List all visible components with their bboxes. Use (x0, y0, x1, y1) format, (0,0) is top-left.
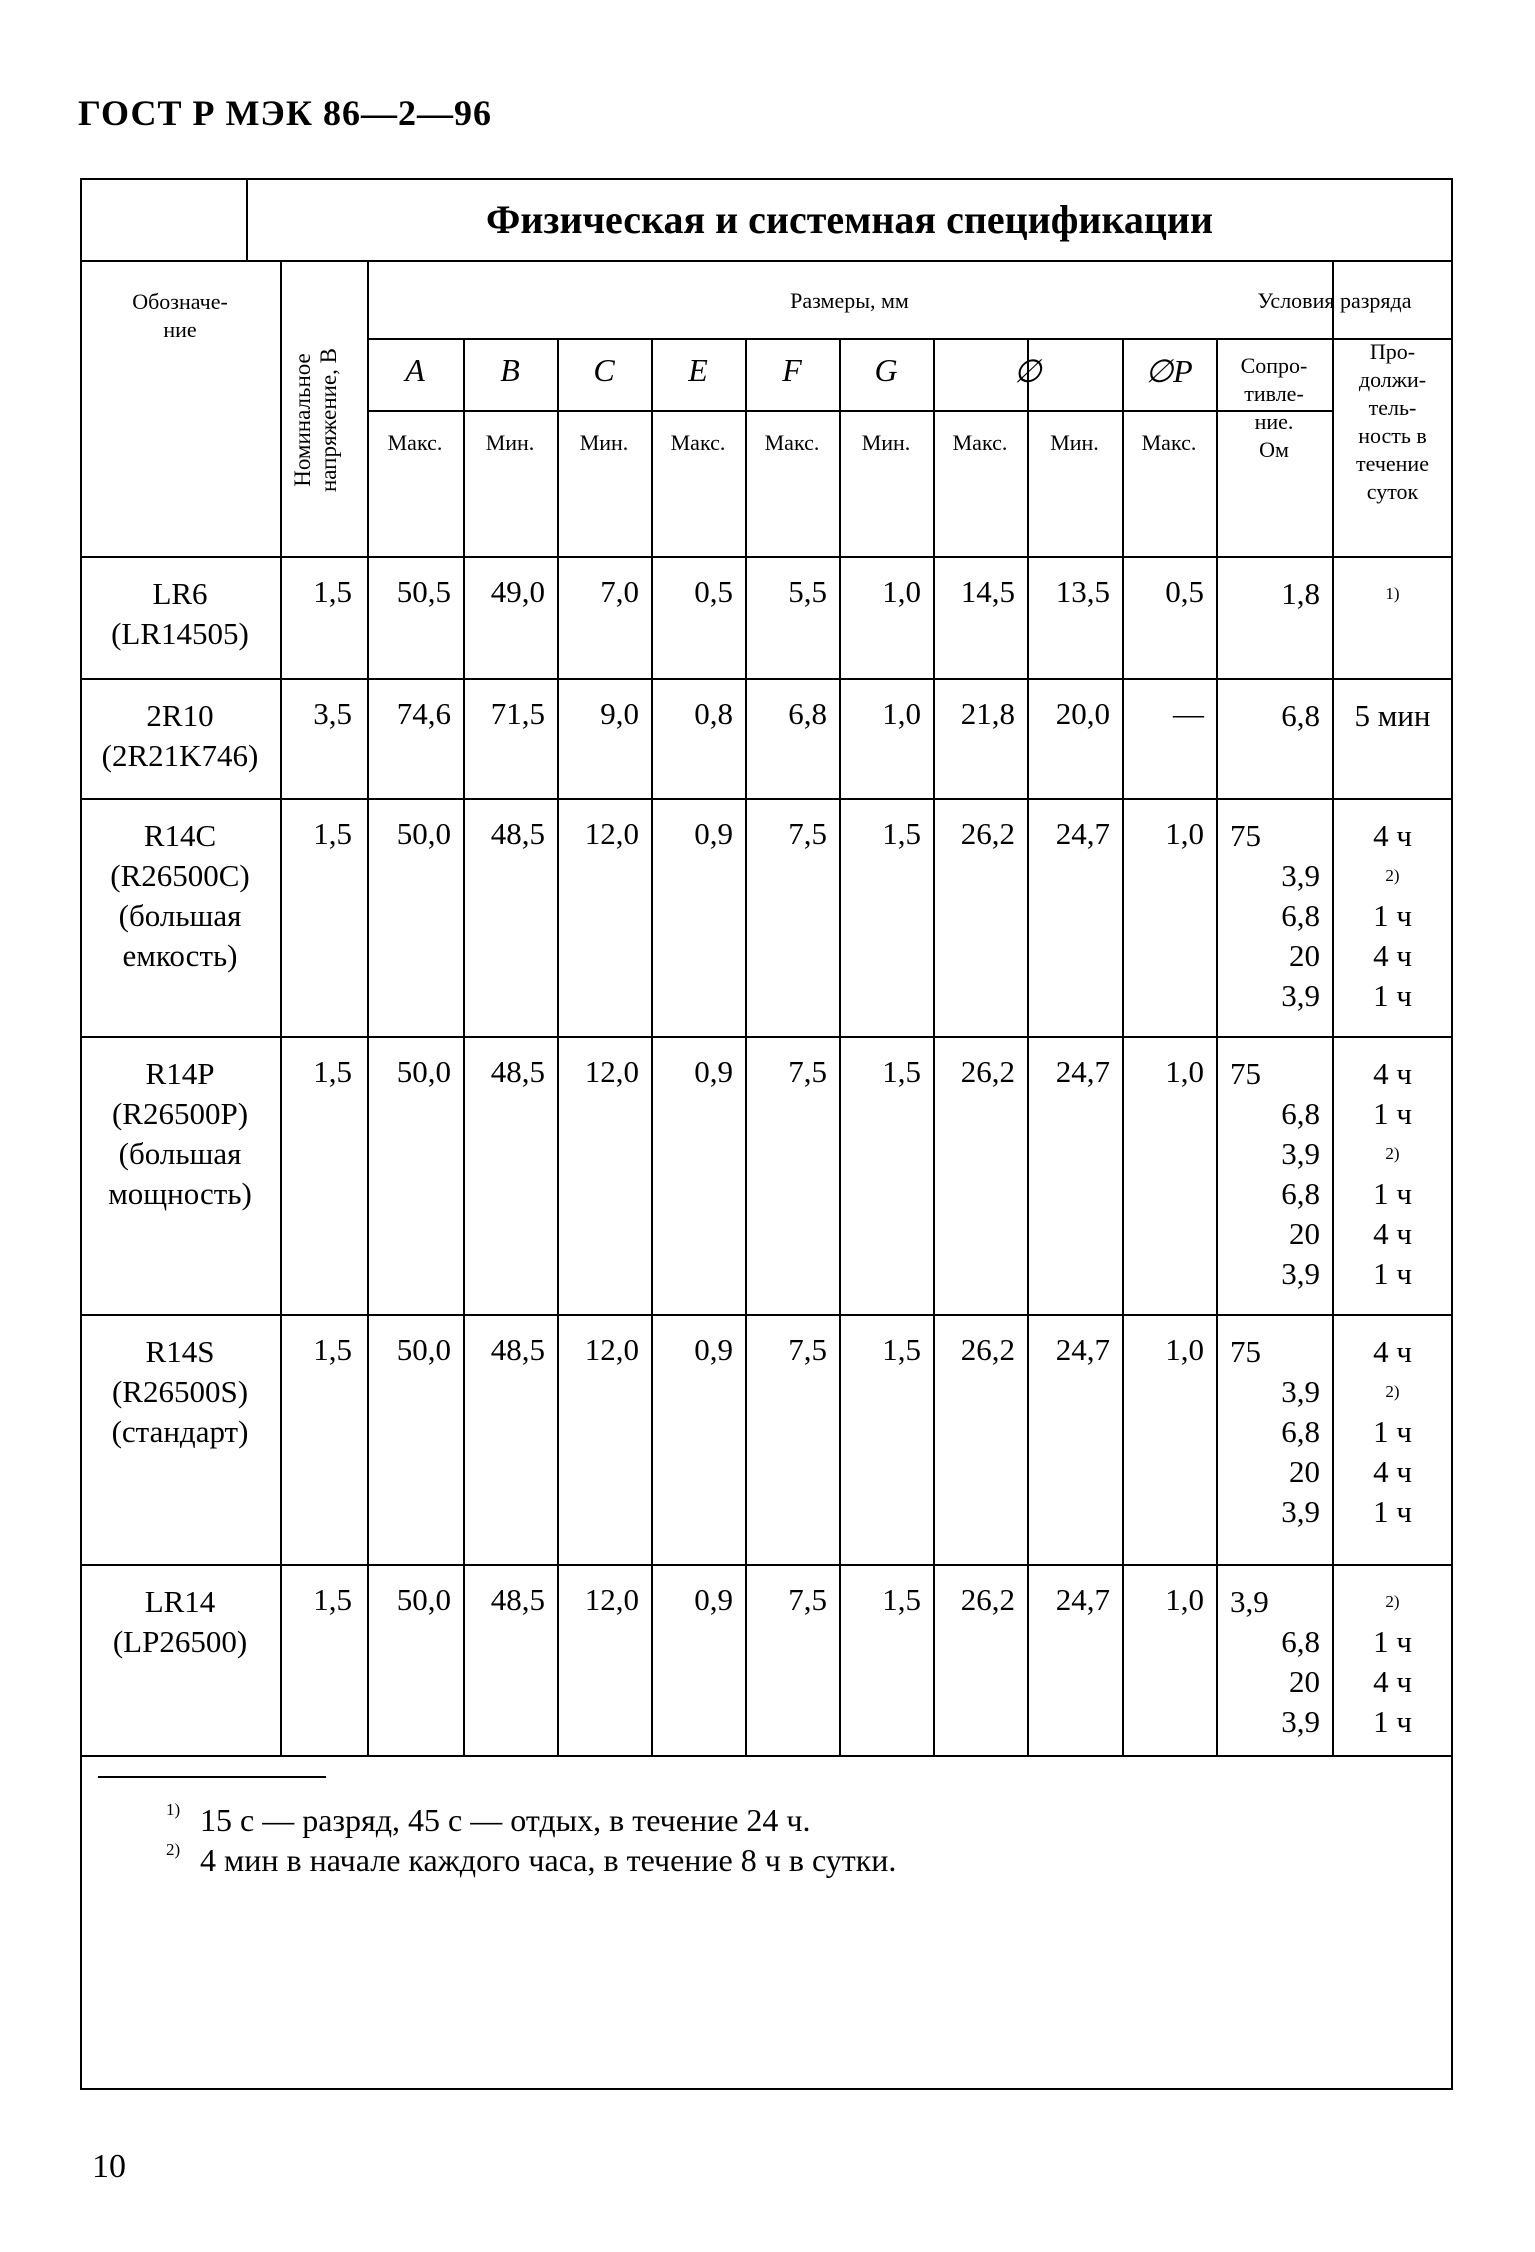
row-dim-value: 50,0 (396, 816, 451, 851)
designation-line: (2R21K746) (101, 738, 259, 773)
duration-value: 4 ч (1373, 1454, 1412, 1489)
col-rule-voltage (280, 260, 282, 1755)
col-rule (651, 338, 653, 1755)
row-rule (80, 1314, 1453, 1316)
row-designation (80, 574, 280, 654)
duration-value: 4 ч (1373, 1334, 1412, 1369)
row-dim-value: 48,5 (490, 816, 545, 851)
row-duration (1332, 1332, 1453, 1532)
resistance-value: 3,9 (1281, 1704, 1320, 1739)
resistance-value: 6,8 (1281, 898, 1320, 933)
row-voltage: 1,5 (313, 574, 352, 609)
duration-value: 4 ч (1373, 938, 1412, 973)
designation-line: (большая (118, 898, 242, 933)
duration-value: 1 ч (1373, 978, 1412, 1013)
designation-line: (LP26500) (112, 1624, 248, 1659)
designation-line: (R26500P) (111, 1096, 249, 1131)
col-rule (933, 338, 935, 1755)
resistance-value: 3,9 (1281, 1256, 1320, 1291)
duration-value: 1 ч (1373, 898, 1412, 933)
resistance-value: 3,9 (1281, 858, 1320, 893)
row-rule (80, 798, 1453, 800)
page-number: 10 (92, 2148, 126, 2185)
row-dim-value: 7,5 (788, 816, 827, 851)
resistance-value: 3,9 (1281, 978, 1320, 1013)
row-dim-value: 1,5 (882, 816, 921, 851)
row-dim-value: 74,6 (396, 696, 451, 731)
designation-line: (большая (118, 1136, 242, 1171)
row-voltage: 3,5 (313, 696, 352, 731)
row-dim-value: 12,0 (584, 816, 639, 851)
row-rule (80, 1564, 1453, 1566)
row-dim-value: 1,5 (882, 1054, 921, 1089)
designation-header: Обозначе- ние (132, 289, 228, 342)
footnote-text: 15 с — разряд, 45 с — отдых, в течение 24 ч. (200, 1802, 811, 1838)
row-designation (80, 1582, 280, 1662)
row-dim-value: 14,5 (960, 574, 1015, 609)
row-dim-value: 7,0 (600, 574, 639, 609)
row-dim-value: 0,9 (694, 816, 733, 851)
resistance-value: 3,9 (1230, 1584, 1269, 1619)
row-dim-value: 9,0 (600, 696, 639, 731)
designation-line: R14C (143, 818, 217, 853)
row-voltage: 1,5 (313, 816, 352, 851)
resistance-value: 6,8 (1281, 698, 1320, 733)
designation-line: (R26500S) (111, 1374, 249, 1409)
row-voltage: 1,5 (313, 1054, 352, 1089)
duration-value: 1 ч (1373, 1096, 1412, 1131)
dim-letter-5: G (874, 352, 898, 388)
voltage-header: Номинальное напряжение, В (290, 347, 341, 493)
row-rule (80, 1036, 1453, 1038)
row-resistance (1216, 574, 1320, 614)
resistance-value: 6,8 (1281, 1176, 1320, 1211)
dimensions-header: Размеры, мм (790, 288, 909, 313)
row-dim-value: 24,7 (1055, 1582, 1110, 1617)
col-rule (557, 338, 559, 1755)
row-designation (80, 816, 280, 976)
row-dim-value: 1,0 (1165, 1332, 1204, 1367)
resistance-value: 3,9 (1281, 1374, 1320, 1409)
col-rule (463, 338, 465, 1755)
row-dim-value: 0,9 (694, 1332, 733, 1367)
row-designation (80, 696, 280, 776)
dim-limit-6: Макс. (952, 430, 1008, 455)
document-title: ГОСТ Р МЭК 86—2—96 (78, 93, 492, 133)
row-dim-value: 50,0 (396, 1582, 451, 1617)
duration-value: 1 ч (1373, 1256, 1412, 1291)
duration-value: 4 ч (1373, 1216, 1412, 1251)
designation-line: LR6 (152, 576, 208, 611)
row-dim-value: 20,0 (1055, 696, 1110, 731)
duration-value: 2) (1385, 1592, 1400, 1611)
row-dim-value: 1,0 (882, 574, 921, 609)
row-dim-value: 26,2 (960, 1054, 1015, 1089)
row-designation (80, 1054, 280, 1214)
dim-letter-6: ∅ (1013, 353, 1042, 389)
row-dim-value: 1,5 (882, 1582, 921, 1617)
row-dim-value: 50,0 (396, 1054, 451, 1089)
dim-letter-7: ∅P (1145, 353, 1193, 389)
row-dim-value: 5,5 (788, 574, 827, 609)
row-dim-value: 0,5 (694, 574, 733, 609)
resistance-value: 20 (1289, 1216, 1320, 1251)
row-dim-value: 21,8 (960, 696, 1015, 731)
duration-value: 4 ч (1373, 818, 1412, 853)
resistance-value: 20 (1289, 1664, 1320, 1699)
row-dim-value: 48,5 (490, 1332, 545, 1367)
dim-letter-1: B (500, 352, 520, 388)
designation-line: (R26500C) (110, 858, 250, 893)
row-dim-value: 12,0 (584, 1332, 639, 1367)
row-dim-value: 12,0 (584, 1054, 639, 1089)
col-rule (367, 260, 369, 1755)
row-dim-value: 26,2 (960, 1332, 1015, 1367)
duration-header: Про- должи- тель- ность в течение суток (1356, 339, 1429, 504)
row-dim-value: 1,0 (1165, 1054, 1204, 1089)
row-dim-value: 24,7 (1055, 1054, 1110, 1089)
resistance-value: 20 (1289, 1454, 1320, 1489)
duration-value: 1 ч (1373, 1624, 1412, 1659)
row-dim-value: — (1173, 696, 1204, 731)
duration-value: 1) (1385, 584, 1400, 603)
dim-limit-2: Мин. (579, 430, 629, 455)
row-resistance (1216, 1582, 1320, 1742)
row-rule (80, 556, 1453, 558)
row-dim-value: 13,5 (1055, 574, 1110, 609)
row-dim-value: 1,0 (882, 696, 921, 731)
designation-line: R14P (145, 1056, 215, 1091)
row-resistance (1216, 696, 1320, 736)
duration-value: 2) (1385, 866, 1400, 885)
row-dim-value: 7,5 (788, 1054, 827, 1089)
resistance-value: 75 (1230, 818, 1261, 853)
dim-limit-0: Макс. (387, 430, 443, 455)
row-voltage: 1,5 (313, 1332, 352, 1367)
row-dim-value: 0,5 (1165, 574, 1204, 609)
resistance-value: 3,9 (1281, 1494, 1320, 1529)
header-rule-letters (367, 338, 1453, 340)
row-dim-value: 71,5 (490, 696, 545, 731)
row-dim-value: 50,5 (396, 574, 451, 609)
row-duration (1332, 1582, 1453, 1742)
row-rule (80, 678, 1453, 680)
col-rule (1122, 338, 1124, 1755)
footnote-mark: 1) (166, 1800, 181, 1819)
row-dim-value: 48,5 (490, 1054, 545, 1089)
dim-letter-4: F (782, 352, 802, 388)
designation-line: R14S (145, 1334, 215, 1369)
resistance-value: 6,8 (1281, 1624, 1320, 1659)
row-duration (1332, 816, 1453, 1016)
dim-letter-2: C (593, 352, 615, 388)
row-dim-value: 50,0 (396, 1332, 451, 1367)
footnote-text: 4 мин в начале каждого часа, в течение 8 ч в сутки. (200, 1842, 897, 1878)
dim-letter-3: E (688, 352, 708, 388)
resistance-value: 75 (1230, 1056, 1261, 1091)
row-duration (1332, 696, 1453, 736)
resistance-value: 20 (1289, 938, 1320, 973)
duration-value: 1 ч (1373, 1414, 1412, 1449)
dim-limit-1: Мин. (485, 430, 535, 455)
row-dim-value: 24,7 (1055, 1332, 1110, 1367)
footnote-separator (98, 1776, 326, 1778)
row-dim-value: 49,0 (490, 574, 545, 609)
dim-limit-8: Макс. (1141, 430, 1197, 455)
row-dim-value: 12,0 (584, 1582, 639, 1617)
col-rule (839, 338, 841, 1755)
duration-value: 4 ч (1373, 1056, 1412, 1091)
designation-line: (стандарт) (111, 1414, 249, 1449)
dim-limit-7: Мин. (1050, 430, 1099, 455)
designation-line: LR14 (144, 1584, 216, 1619)
header-rule-limits (367, 410, 1332, 412)
duration-value: 1 ч (1373, 1494, 1412, 1529)
row-voltage: 1,5 (313, 1582, 352, 1617)
duration-value: 5 мин (1354, 698, 1431, 733)
row-resistance (1216, 1054, 1320, 1294)
row-rule (80, 1755, 1453, 1757)
row-dim-value: 0,8 (694, 696, 733, 731)
col-rule (745, 338, 747, 1755)
discharge-header: Условия разряда (1257, 288, 1412, 313)
title-row-rule (80, 260, 1453, 262)
section-title: Физическая и системная спецификации (485, 197, 1214, 242)
duration-value: 2) (1385, 1382, 1400, 1401)
footnote-mark: 2) (166, 1840, 181, 1859)
row-designation (80, 1332, 280, 1452)
col-rule (1027, 338, 1029, 1755)
duration-value: 1 ч (1373, 1704, 1412, 1739)
dim-letter-0: A (405, 352, 425, 388)
row-dim-value: 26,2 (960, 816, 1015, 851)
resistance-value: 1,8 (1281, 576, 1320, 611)
row-dim-value: 48,5 (490, 1582, 545, 1617)
dim-limit-3: Макс. (670, 430, 726, 455)
designation-line: (LR14505) (111, 616, 249, 651)
resistance-value: 6,8 (1281, 1096, 1320, 1131)
row-resistance (1216, 816, 1320, 1016)
dim-limit-4: Макс. (764, 430, 820, 455)
row-resistance (1216, 1332, 1320, 1532)
duration-value: 2) (1385, 1144, 1400, 1163)
row-duration (1332, 1054, 1453, 1294)
row-dim-value: 7,5 (788, 1582, 827, 1617)
row-dim-value: 0,9 (694, 1582, 733, 1617)
row-dim-value: 26,2 (960, 1582, 1015, 1617)
row-dim-value: 1,5 (882, 1332, 921, 1367)
resistance-value: 3,9 (1281, 1136, 1320, 1171)
row-dim-value: 1,0 (1165, 1582, 1204, 1617)
resistance-value: 75 (1230, 1334, 1261, 1369)
resistance-header: Сопро- тивле- ние. Ом (1240, 353, 1308, 462)
duration-value: 1 ч (1373, 1176, 1412, 1211)
resistance-value: 6,8 (1281, 1414, 1320, 1449)
row-dim-value: 0,9 (694, 1054, 733, 1089)
row-dim-value: 24,7 (1055, 816, 1110, 851)
row-duration (1332, 574, 1453, 614)
duration-value: 4 ч (1373, 1664, 1412, 1699)
dim-limit-5: Мин. (861, 430, 911, 455)
row-dim-value: 7,5 (788, 1332, 827, 1367)
row-dim-value: 6,8 (788, 696, 827, 731)
designation-line: емкость) (122, 938, 238, 973)
designation-line: мощность) (108, 1176, 252, 1211)
designation-line: 2R10 (146, 698, 214, 733)
col-rule (1216, 338, 1218, 1755)
row-dim-value: 1,0 (1165, 816, 1204, 851)
